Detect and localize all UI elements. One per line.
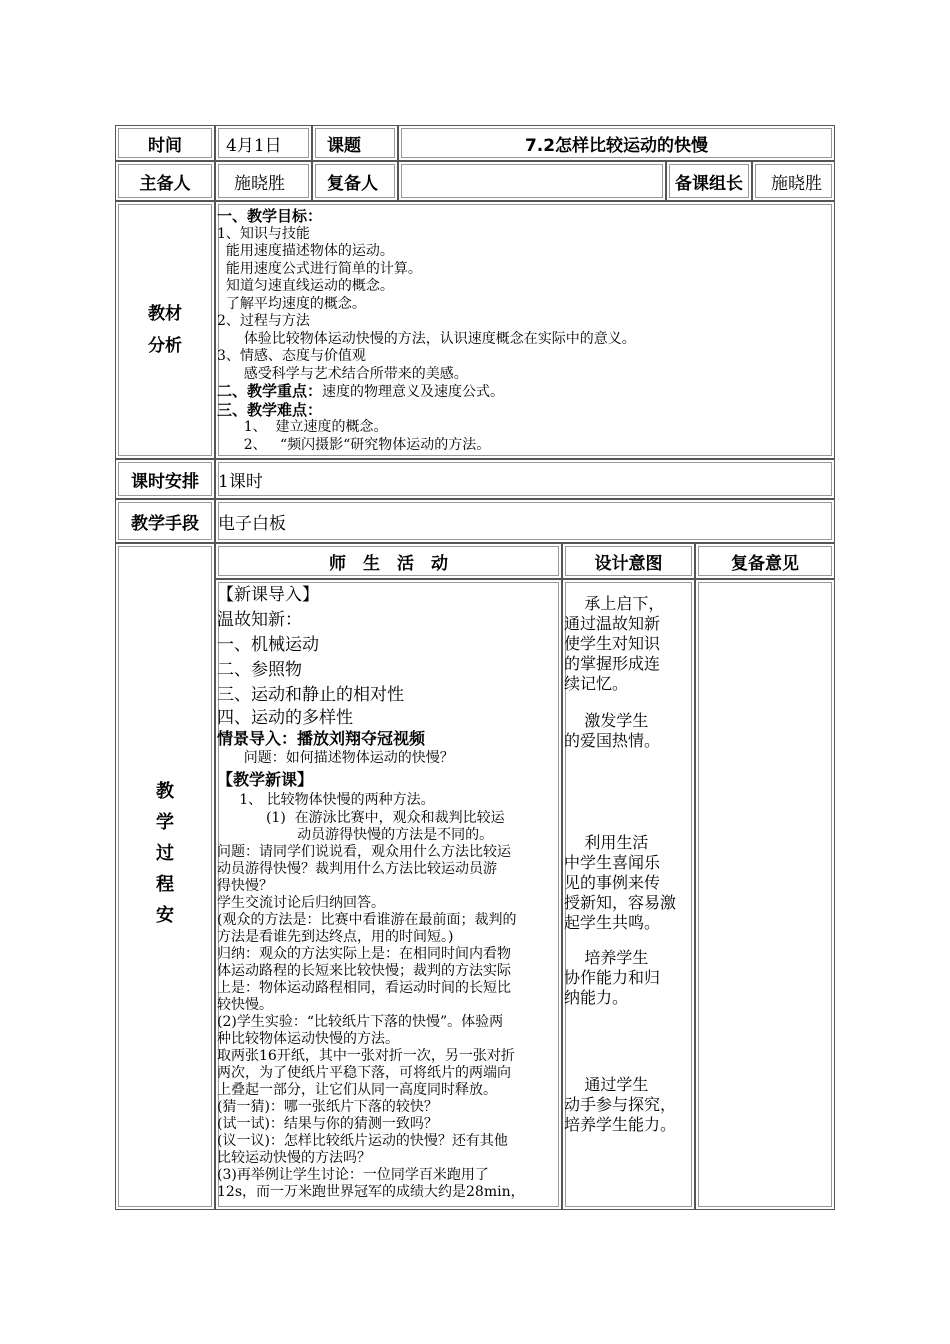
intent-5-line-2: 动手参与探究， xyxy=(564,1095,677,1114)
method-item-1a: (1) 在游泳比赛中，观众和裁判比较运 xyxy=(217,810,505,826)
process-method: 2、过程与方法 xyxy=(217,313,310,329)
analysis-label-2: 分析 xyxy=(148,336,182,356)
activity-line-16: (猜一猜)：哪一张纸片下落的较快？ xyxy=(217,1099,438,1115)
intent-4-line-2: 协作能力和归 xyxy=(564,968,661,987)
intent-3-line-1: 利用生活 xyxy=(564,833,649,852)
activity-line-19: 比较运动快慢的方法吗？ xyxy=(217,1150,371,1166)
time-value: 4月1日 xyxy=(215,125,312,161)
intro-title: 【新课导入】 xyxy=(217,585,319,605)
review-item-4: 四、运动的多样性 xyxy=(217,708,353,728)
new-lesson-title: 【教学新课】 xyxy=(217,770,314,789)
process-label-cell xyxy=(115,543,215,1210)
activity-line-1: 问题：请同学们说说看，观众用什么方法比较运 xyxy=(217,844,511,860)
emotion-values-item: 感受科学与艺术结合所带来的美感。 xyxy=(217,365,468,382)
review-title: 温故知新： xyxy=(217,610,302,630)
co-preparer-value xyxy=(398,161,666,201)
time-label: 时间 xyxy=(115,125,215,161)
group-leader-value: 施晓胜 xyxy=(752,161,835,201)
goal-title: 一、教学目标： xyxy=(217,207,323,225)
process-label-char-2: 学 xyxy=(156,812,174,833)
analysis-content xyxy=(215,201,835,459)
activity-line-8: 体运动路程的长短来比较快慢；裁判的方法实际 xyxy=(217,963,511,979)
activity-line-3: 得快慢？ xyxy=(217,878,273,894)
method-heading: 1、 比较物体快慢的两种方法。 xyxy=(217,792,435,808)
activity-line-18: (议一议)：怎样比较纸片运动的快慢？还有其他 xyxy=(217,1133,508,1149)
knowledge-item-4: 了解平均速度的概念。 xyxy=(217,295,366,312)
key-point-text: 速度的物理意义及速度公式。 xyxy=(322,384,505,400)
intent-4-line-3: 纳能力。 xyxy=(564,988,629,1007)
knowledge-skill: 1、知识与技能 xyxy=(217,225,310,242)
intent-1-line-5: 续记忆。 xyxy=(564,674,629,693)
activity-line-10: 较快慢。 xyxy=(217,997,273,1013)
intent-3-line-3: 见的事例来传 xyxy=(564,873,661,892)
intent-1-line-3: 使学生对知识 xyxy=(564,634,661,653)
activity-content xyxy=(215,579,562,1210)
col-review-header: 复备意见 xyxy=(695,543,835,579)
activity-line-6: 方法是看谁先到达终点，用的时间短。) xyxy=(217,929,454,945)
intent-3-line-4: 授新知，容易激 xyxy=(564,893,677,912)
activity-line-4: 学生交流讨论后归纳回答。 xyxy=(217,895,385,911)
knowledge-item-3: 知道匀速直线运动的概念。 xyxy=(217,278,394,294)
intent-2-line-1: 激发学生 xyxy=(564,711,649,730)
activity-line-21: 12s，而一万米跑世界冠军的成绩大约是28min， xyxy=(217,1184,525,1200)
activity-line-20: (3)再举例让学生讨论：一位同学百米跑用了 xyxy=(217,1167,489,1183)
topic-label: 课题 xyxy=(312,125,398,161)
process-label-char-3: 过 xyxy=(156,843,174,864)
intent-3-line-2: 中学生喜闻乐 xyxy=(564,853,661,872)
intro-question: 问题：如何描述物体运动的快慢？ xyxy=(217,750,454,766)
intent-content xyxy=(562,579,695,1210)
activity-line-5: (观众的方法是：比赛中看谁游在最前面；裁判的 xyxy=(217,912,517,928)
process-method-item: 体验比较物体运动快慢的方法，认识速度概念在实际中的意义。 xyxy=(217,330,636,347)
intent-5-line-3: 培养学生能力。 xyxy=(564,1115,677,1134)
knowledge-item-1: 能用速度描述物体的运动。 xyxy=(217,243,394,259)
key-point-title: 二、教学重点： xyxy=(217,382,323,400)
activity-line-7: 归纳：观众的方法实际上是：在相同时间内看物 xyxy=(217,946,511,962)
intent-3-line-5: 起学生共鸣。 xyxy=(564,913,661,932)
process-label-char-4: 程 xyxy=(156,874,174,895)
activity-line-2: 动员游得快慢？裁判用什么方法比较运动员游 xyxy=(217,861,497,877)
col-activity-header: 师 生 活 动 xyxy=(215,543,562,579)
intent-4-line-1: 培养学生 xyxy=(564,948,649,967)
analysis-label-cell xyxy=(115,201,215,459)
activity-line-11: (2)学生实验：“比较纸片下落的快慢”。体验两 xyxy=(217,1014,504,1030)
analysis-label-1: 教材 xyxy=(148,304,182,324)
preparer-label: 主备人 xyxy=(115,161,215,201)
activity-line-9: 上是：物体运动路程相同，看运动时间的长短比 xyxy=(217,980,511,996)
review-item-1: 一、机械运动 xyxy=(217,635,319,655)
activity-line-13: 取两张16开纸，其中一张对折一次，另一张对折 xyxy=(217,1048,515,1064)
activity-line-17: (试一试)：结果与你的猜测一致吗？ xyxy=(217,1116,438,1132)
intent-2-line-2: 的爱国热情。 xyxy=(564,731,661,750)
schedule-label: 课时安排 xyxy=(115,459,215,499)
review-item-3: 三、运动和静止的相对性 xyxy=(217,685,404,705)
review-content xyxy=(695,579,835,1210)
intent-5-line-1: 通过学生 xyxy=(564,1075,649,1094)
intent-1-line-2: 通过温故知新 xyxy=(564,614,661,633)
intent-1-line-1: 承上启下， xyxy=(564,594,665,613)
col-intent-header: 设计意图 xyxy=(562,543,695,579)
knowledge-item-2: 能用速度公式进行简单的计算。 xyxy=(217,260,422,277)
difficulty-1: 1、 建立速度的概念。 xyxy=(217,419,388,435)
intent-1-line-4: 的掌握形成连 xyxy=(564,654,661,673)
activity-line-14: 两次，为了使纸片平稳下落，可将纸片的两端向 xyxy=(217,1065,511,1081)
group-leader-label: 备课组长 xyxy=(666,161,752,201)
topic-value: 7.2怎样比较运动的快慢 xyxy=(398,125,835,161)
difficulty-title: 三、教学难点： xyxy=(217,400,323,419)
preparer-value: 施晓胜 xyxy=(215,161,312,201)
means-value: 电子白板 xyxy=(215,499,835,543)
review-item-2: 二、参照物 xyxy=(217,660,302,680)
scene-intro: 情景导入：播放刘翔夺冠视频 xyxy=(217,729,426,748)
activity-line-15: 上叠起一部分，让它们从同一高度同时释放。 xyxy=(217,1082,497,1098)
emotion-values: 3、情感、态度与价值观 xyxy=(217,348,366,364)
method-item-1b: 动员游得快慢的方法是不同的。 xyxy=(217,827,494,843)
means-label: 教学手段 xyxy=(115,499,215,543)
process-label-char-1: 教 xyxy=(156,781,174,802)
activity-line-12: 种比较物体运动快慢的方法。 xyxy=(217,1031,399,1047)
difficulty-2: 2、 “频闪摄影“研究物体运动的方法。 xyxy=(217,436,491,453)
co-preparer-label: 复备人 xyxy=(312,161,398,201)
process-label-char-5: 安 xyxy=(156,905,174,926)
schedule-value: 1课时 xyxy=(215,459,835,499)
